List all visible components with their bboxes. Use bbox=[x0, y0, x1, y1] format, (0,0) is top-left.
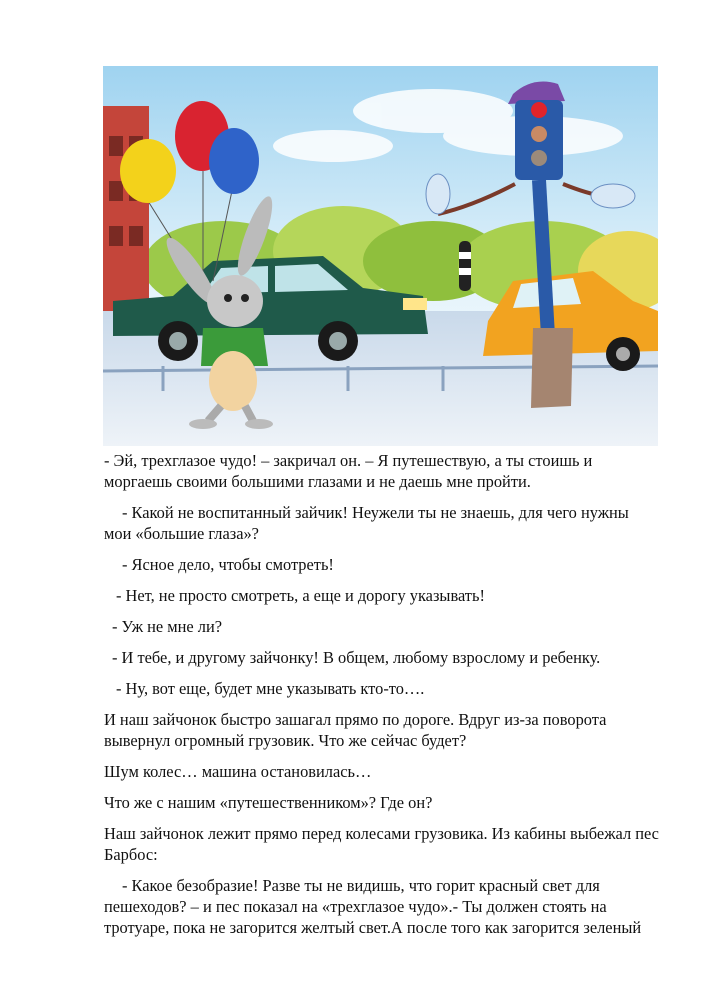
paragraph-9: Шум колес… машина остановилась… bbox=[104, 762, 372, 781]
story-text bbox=[104, 450, 660, 948]
paragraph-1: - Эй, трехглазое чудо! – закричал он. – Я путешествую, а ты стоишь и моргаешь своими большими глазами и не даешь мне пройти. bbox=[104, 451, 593, 491]
paragraph-8: И наш зайчонок быстро зашагал прямо по дороге. Вдруг из-за поворота вывернул огромный грузовик. Что же сейчас будет? bbox=[104, 710, 607, 750]
building bbox=[103, 106, 149, 326]
story-illustration bbox=[103, 66, 658, 446]
paragraph-7: - Ну, вот еще, будет мне указывать кто-то…. bbox=[116, 679, 425, 698]
paragraph-6: - И тебе, и другому зайчонку! В общем, любому взрослому и ребенку. bbox=[112, 648, 601, 667]
paragraph-4: - Нет, не просто смотреть, а еще и дорогу указывать! bbox=[116, 586, 485, 605]
paragraph-12: - Какое безобразие! Разве ты не видишь, что горит красный свет для пешеходов? – и пес показал на «трехглазое чудо».- Ты должен стоять на тротуаре, пока не загорится желтый свет.А после того как загорится зеленый bbox=[104, 876, 642, 937]
paragraph-2: - Какой не воспитанный зайчик! Неужели ты не знаешь, для чего нужны мои «большие глаза»? bbox=[104, 503, 629, 543]
paragraph-5: - Уж не мне ли? bbox=[112, 617, 223, 636]
paragraph-3: - Ясное дело, чтобы смотреть! bbox=[122, 555, 334, 574]
paragraph-11: Наш зайчонок лежит прямо перед колесами грузовика. Из кабины выбежал пес Барбос: bbox=[104, 824, 659, 864]
paragraph-10: Что же с нашим «путешественником»? Где он? bbox=[104, 793, 433, 812]
